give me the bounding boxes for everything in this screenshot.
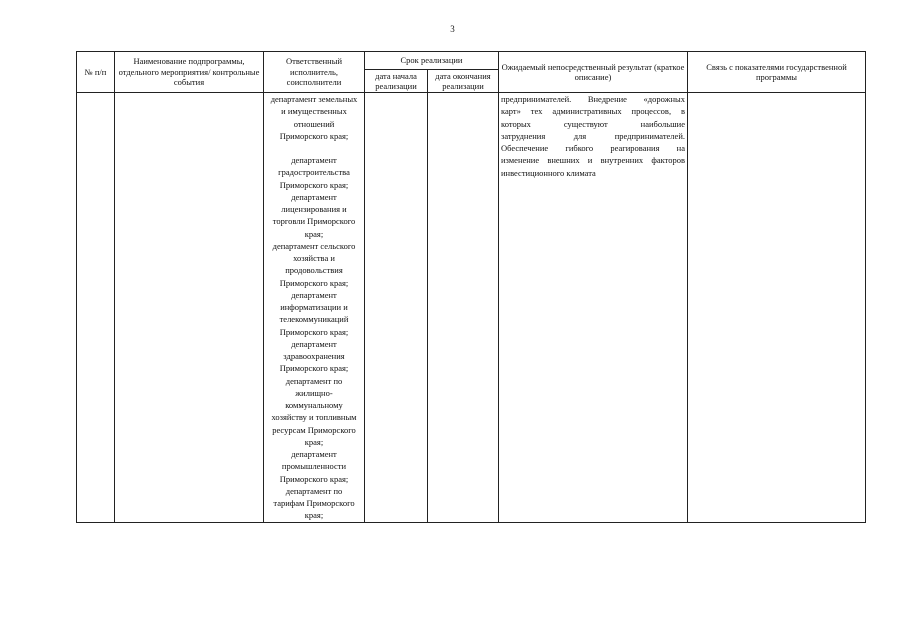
executor-line: Приморского края;: [279, 326, 349, 337]
executor-line: здравоохранения: [283, 351, 345, 361]
header-result: Ожидаемый непосредственный результат (краткое описание): [499, 52, 688, 93]
executor-line: департамент сельского: [272, 240, 356, 251]
executor-line: хозяйства и: [293, 253, 335, 263]
cell-num: [77, 93, 115, 523]
header-name: Наименование подпрограммы, отдельного мероприятия/ контрольные события: [115, 52, 264, 93]
header-start: дата начала реализации: [365, 70, 428, 93]
executor-line: Приморского края;: [279, 277, 349, 288]
executor-line: лицензирования и: [281, 204, 347, 214]
result-line: инвестиционного климата: [501, 167, 596, 178]
cell-start: [365, 93, 428, 523]
header-term: Срок реализации: [365, 52, 499, 70]
executor-line: департамент по: [285, 375, 343, 386]
executor-line: департамент: [291, 289, 337, 300]
executor-line: отношений: [293, 118, 335, 129]
executor-line: Приморского края;: [279, 473, 349, 484]
executor-line: и имущественных: [281, 106, 347, 117]
executor-line: края;: [304, 228, 324, 239]
header-num: № п/п: [77, 52, 115, 93]
executor-line: края;: [304, 510, 324, 521]
result-line: карт» тех административных процессов, в: [501, 106, 685, 117]
executor-line: продовольствия: [285, 265, 343, 276]
executor-line: департамент: [291, 338, 337, 349]
result-line: затруднения для предпринимателей.: [501, 130, 685, 141]
cell-link: [688, 93, 866, 523]
executor-line: ресурсам Приморского: [272, 424, 356, 435]
result-line: изменение внешних и внутренних факторов: [501, 155, 685, 166]
executor-line: коммунальному: [285, 400, 343, 410]
result-line: Обеспечение гибкого реагирования на: [501, 143, 685, 153]
executor-line: департамент: [291, 191, 337, 202]
executor-line: градостроительства: [278, 167, 350, 178]
executor-line: телекоммуникаций: [279, 314, 349, 325]
program-table: [76, 51, 866, 523]
executor-line-blank: [266, 142, 362, 154]
executor-line: тарифам Приморского: [273, 498, 355, 508]
executor-line: промышленности: [281, 461, 347, 472]
executor-line: Приморского края;: [279, 179, 349, 190]
executor-line: департамент земельных: [270, 94, 358, 104]
page-number: 3: [450, 24, 455, 34]
executor-line: торговли Приморского: [272, 216, 356, 227]
executor-line: Приморского края;: [279, 130, 349, 141]
header-end: дата окончания реализации: [428, 70, 499, 93]
executor-line: департамент по: [285, 485, 343, 496]
result-line: предпринимателей. Внедрение «дорожных: [501, 94, 685, 104]
header-link: Связь с показателями государственной программы: [688, 52, 866, 93]
executor-line: края;: [304, 436, 324, 447]
executor-line: департамент: [291, 449, 337, 459]
header-executor: Ответственный исполнитель, соисполнители: [264, 52, 365, 93]
executor-line: информатизации и: [280, 302, 348, 312]
executor-line: хозяйству и топливным: [271, 412, 357, 423]
cell-executor: [264, 93, 365, 523]
cell-result: [499, 93, 688, 523]
cell-name: [115, 93, 264, 523]
executor-line: Приморского края;: [279, 363, 349, 374]
executor-line: жилищно-: [295, 387, 333, 398]
executor-line: департамент: [291, 155, 337, 165]
result-line: которых существуют наибольшие: [501, 118, 685, 129]
table-row: [77, 93, 866, 523]
cell-end: [428, 93, 499, 523]
